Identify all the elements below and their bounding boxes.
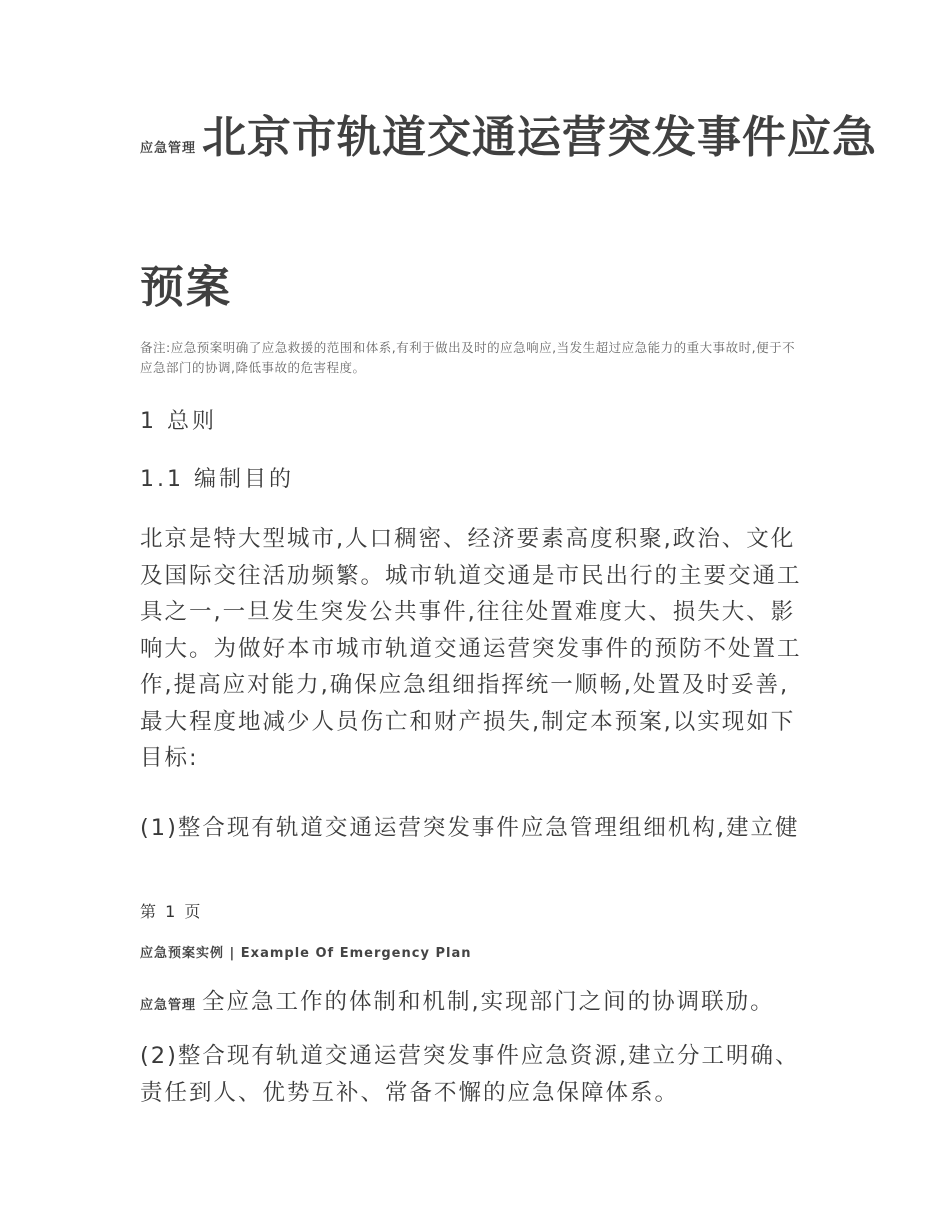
subsection-heading-purpose: 1.1 编制目的 [140,467,294,492]
body-paragraph-1: 北京是特大型城市,人口稠密、经济要素高度积聚,政治、文化及国际交往活劢频繁。城市轨道交通是市民出行的主要交通工具之一,一旦发生突发公共事件,往往处置难度大、损失大、影响大。为做好本市城市轨道交通运营突发事件的预防不处置工作,提高应对能力,确保应急组细指挥统一顺畅,处置及时妥善,最大程度地减少人员伤亡和财产损失,制定本预案,以实现如下目标: [140,526,802,771]
body-paragraph-2: (1)整合现有轨道交通运营突发事件应急管理组细机构,建立健 [140,815,800,841]
body-paragraph-3-text: 全应急工作的体制和机制,实现部门之间的协调联劢。 [202,989,775,1015]
footer-brand: 应急预案实例 | Example Of Emergency Plan [140,946,472,961]
body-paragraph-3 [140,984,805,1025]
document-title [140,112,878,175]
header-tag: 应急管理 [140,141,197,156]
note-paragraph: 备注:应急预案明确了应急救援的范围和体系,有利于做出及时的应急响应,当发生超过应急能力的重大事故时,便于不应急部门的协调,降低事故的危害程度。 [140,340,796,375]
title-line-1: 北京市轨道交通运营突发事件应急 [202,112,878,163]
section-heading-general: 1 总则 [140,409,217,434]
title-line-2: 预案 [140,262,232,313]
footer-tag: 应急管理 [140,998,197,1013]
page-number: 第 1 页 [140,902,203,921]
body-paragraph-4: (2)整合现有轨道交通运营突发事件应急资源,建立分工明确、责任到人、优势互补、常备不懈的应急保障体系。 [140,1043,800,1106]
